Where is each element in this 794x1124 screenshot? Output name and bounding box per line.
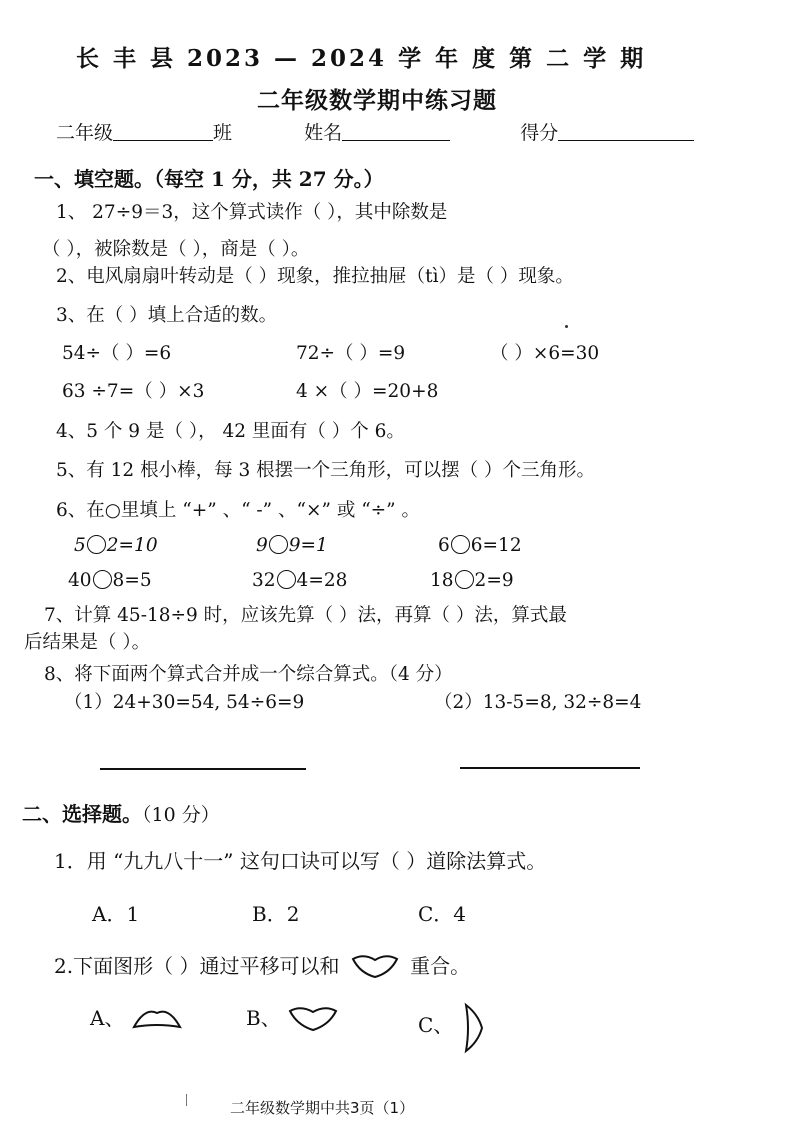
q6-item-1: 5 2=10 [74,535,158,556]
q1-line1: 1、 27÷9＝3，这个算式读作（ ），其中除数是 [56,202,448,223]
q8-answer-line-1[interactable] [100,768,306,770]
q8-text: 8、将下面两个算式合并成一个综合算式。（4 分） [44,664,453,685]
name-blank[interactable] [342,120,450,141]
operator-circle[interactable] [93,570,112,589]
s2-q1-text: 1．用 “九九八十一” 这句口诀可以写（ ）道除法算式。 [54,849,547,873]
student-info-row [56,118,694,145]
s2-q1-option-c: C．4 [418,902,467,926]
q5-text: 5、有 12 根小棒，每 3 根摆一个三角形，可以摆（ ）个三角形。 [56,460,595,481]
q1-line2: （ ），被除数是（ ），商是（ ）。 [42,239,310,260]
scan-speck [565,325,568,328]
s2-q1-option-a: A．1 [92,902,140,926]
s2-q2-text: 2.下面图形（ ）通过平移可以和 重合。 [54,954,471,978]
exam-title-line2: 二年级数学期中练习题 [257,87,497,114]
q6-item-4: 40 8=5 [68,570,152,591]
q7-line1: 7、计算 45-18÷9 时，应该先算（ ）法，再算（ ）法，算式最 [44,605,567,626]
q6-text: 6、在○里填上 “+” 、“ -” 、“×” 或 “÷” 。 [56,500,420,521]
name-label: 姓名 [304,122,343,144]
exam-title-line1: 长 丰 县 2023 — 2024 学 年 度 第 二 学 期 [76,45,647,72]
q2-text: 2、电风扇扇叶转动是（ ）现象，推拉抽屉（tì）是（ ）现象。 [56,266,574,287]
shape-b-icon [287,1005,339,1033]
q4-text: 4、5 个 9 是（ ）， 42 里面有（ ）个 6。 [56,421,405,442]
s2-q1-option-b: B．2 [252,902,300,926]
section2-heading: 二、选择题。（10 分） [22,802,220,826]
q3-item-2: 72÷（ ）=9 [296,343,406,364]
score-blank[interactable] [558,120,694,141]
q6-item-3: 6 6=12 [438,535,522,556]
q8-sub1: （1）24+30=54, 54÷6=9 [64,692,305,713]
q3-item-1: 54÷（ ）=6 [62,343,172,364]
class-blank[interactable] [113,120,213,141]
q8-answer-line-2[interactable] [460,767,640,769]
operator-circle[interactable] [451,535,470,554]
s2-q2-option-c[interactable]: C、 [418,1002,486,1054]
grade-label: 二年级 [56,122,114,144]
q6-item-2: 9 9=1 [256,535,328,556]
q3-item-3: （ ）×6=30 [490,343,600,364]
section1-heading: 一、填空题。（每空 1 分，共 27 分。） [34,167,384,191]
q8-sub2: （2）13-5=8, 32÷8=4 [434,692,642,713]
score-label: 得分 [520,122,559,144]
class-label: 班 [213,122,233,144]
s2-q2-option-a[interactable]: A、 [90,1002,183,1033]
scan-mark [186,1094,189,1106]
q3-item-4: 63 ÷7=（ ）×3 [62,381,205,402]
shape-c-icon [460,1002,486,1054]
operator-circle[interactable] [277,570,296,589]
operator-circle[interactable] [269,535,288,554]
q6-item-6: 18 2=9 [430,570,514,591]
q3-item-5: 4 ×（ ）=20+8 [296,381,439,402]
q7-line2: 后结果是（ ）。 [24,632,151,653]
s2-q2-option-b[interactable]: B、 [246,1002,339,1033]
shape-a-icon [131,1005,183,1033]
page-footer: 二年级数学期中共3页（1） [230,1099,415,1117]
operator-circle[interactable] [87,535,106,554]
q6-item-5: 32 4=28 [252,570,348,591]
target-shape-icon [350,953,400,979]
q3-text: 3、在（ ）填上合适的数。 [56,305,278,326]
operator-circle[interactable] [455,570,474,589]
